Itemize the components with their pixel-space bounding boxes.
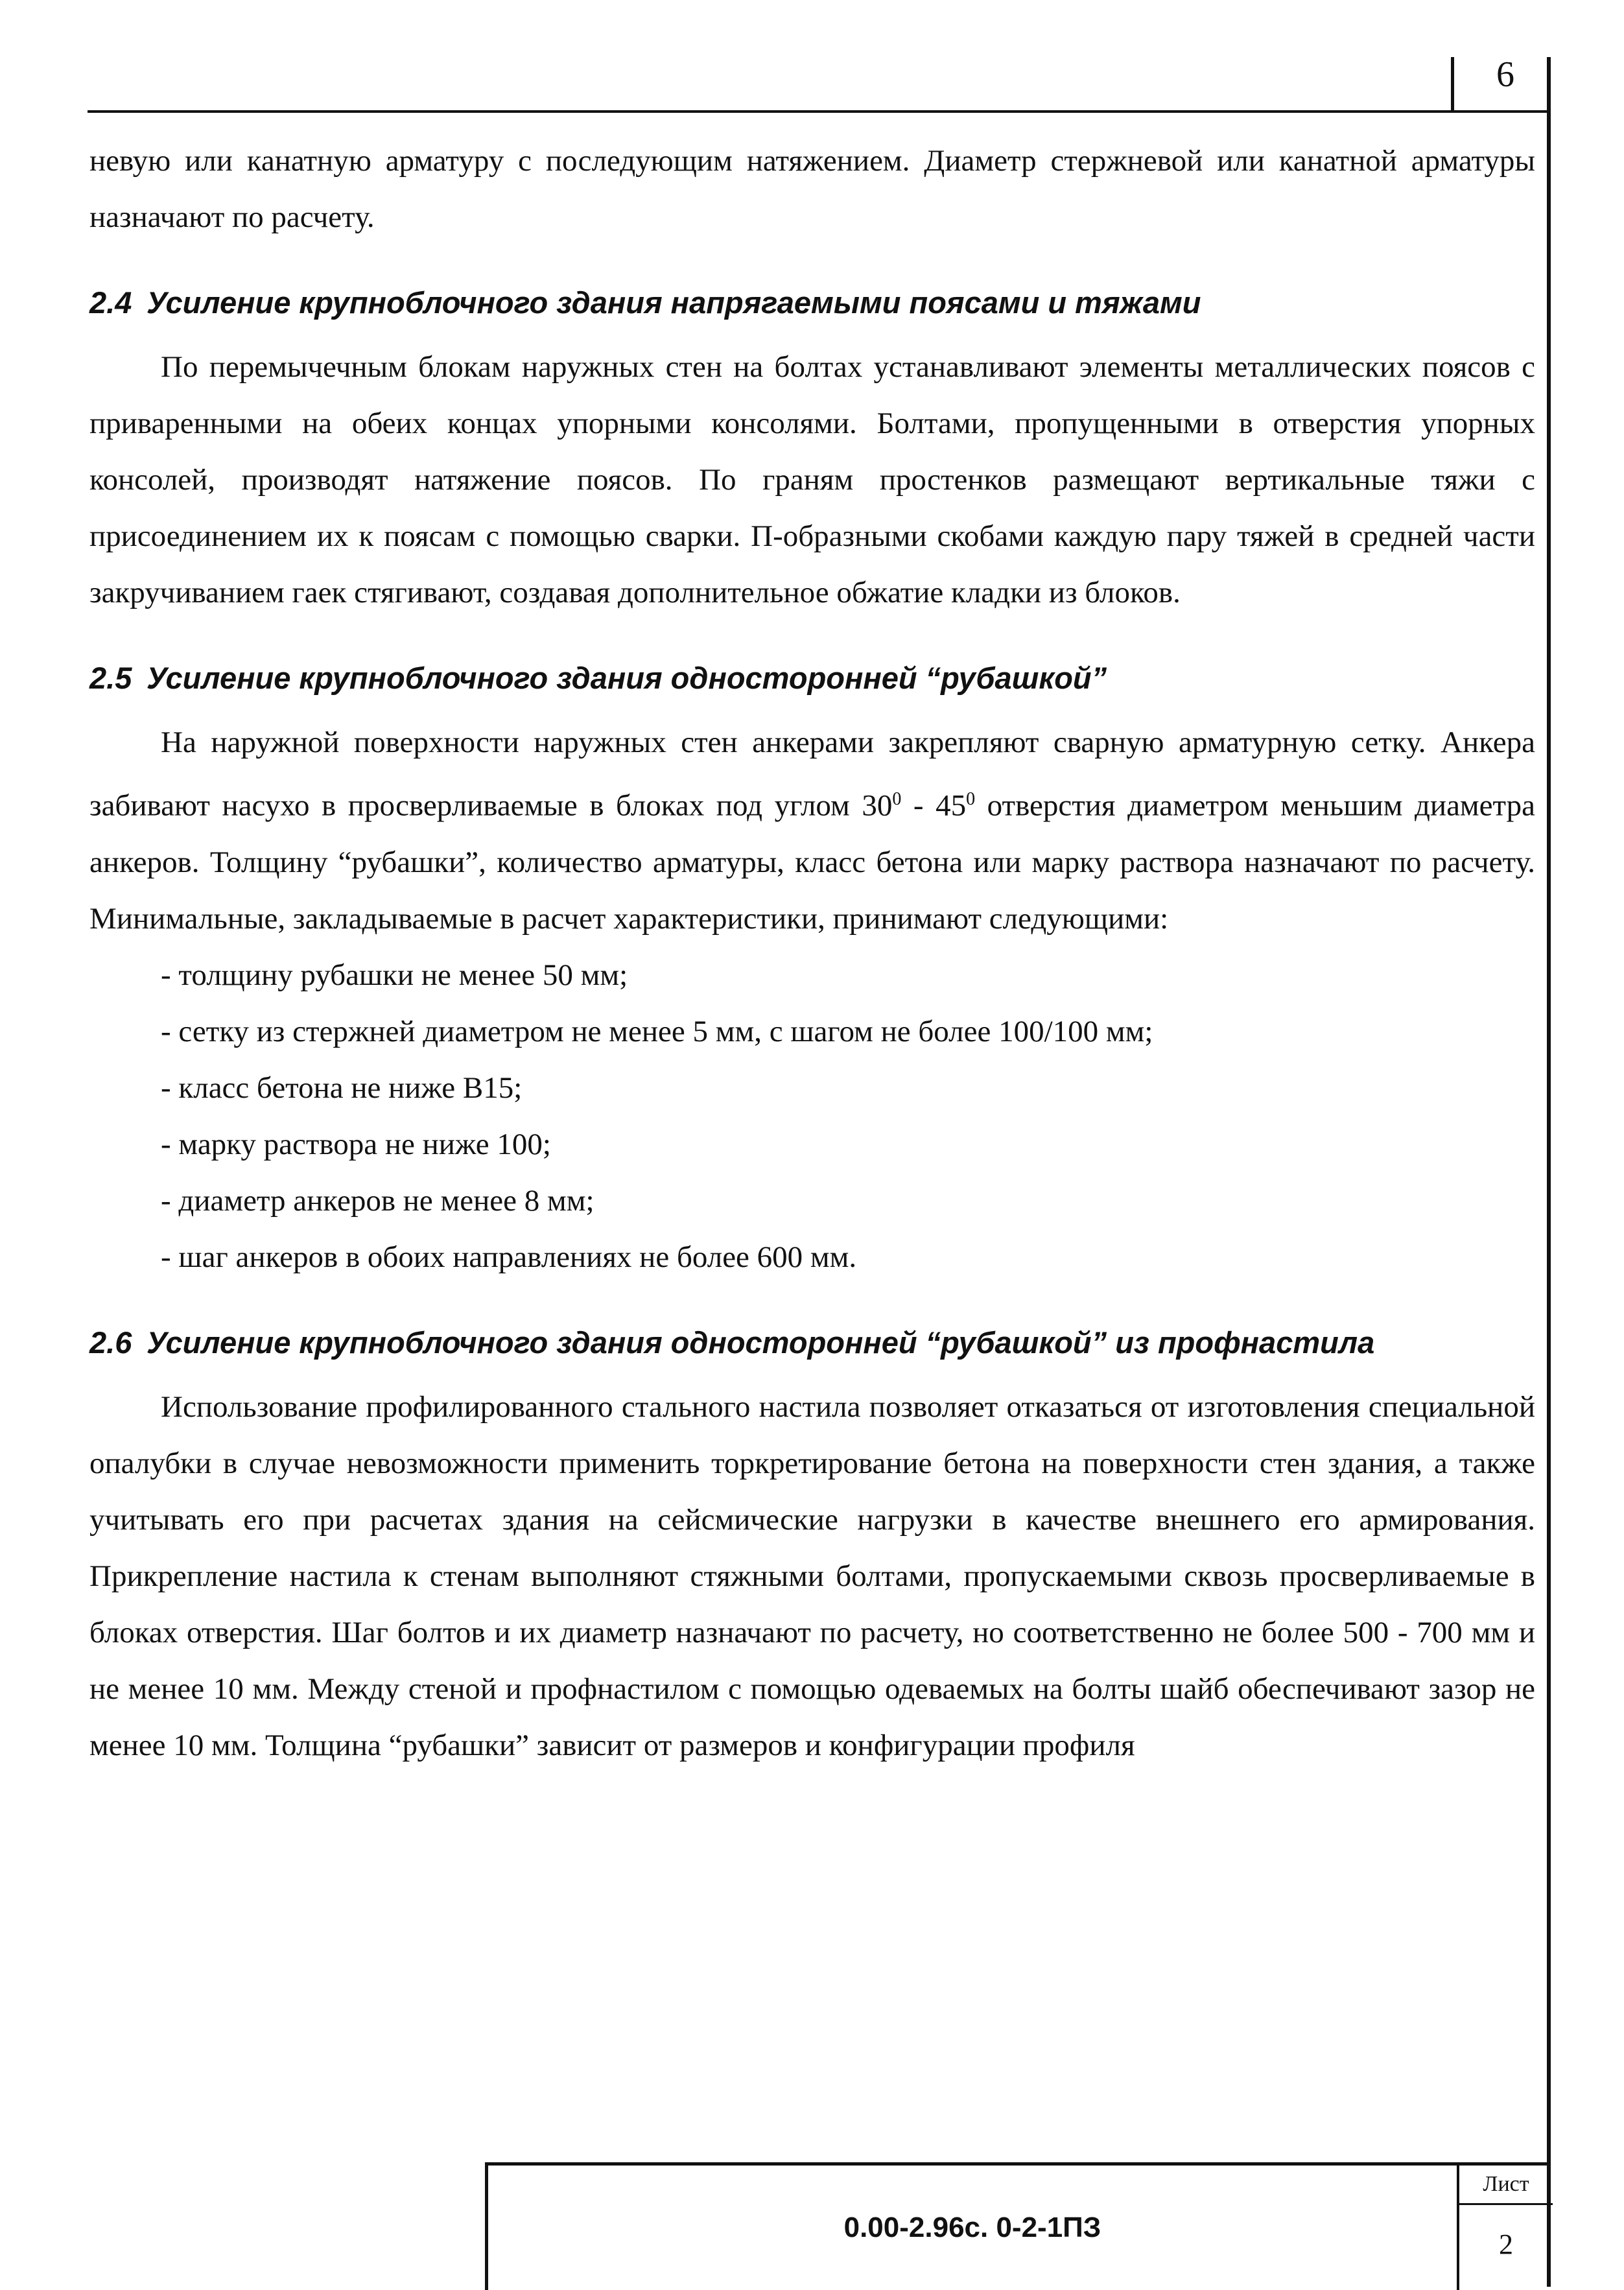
section-heading-2-4 [89,246,1535,339]
section-number: 2.6 [89,1325,132,1360]
list-item: - марку раствора не ниже 100; [161,1127,551,1161]
sheet-number: 2 [1499,2228,1513,2260]
degree-mark: 0 [892,789,902,809]
document-body [89,133,1535,1774]
section-number: 2.5 [89,661,132,695]
section-title: Усиление крупноблочного здания односторонней “рубашкой” [147,661,1107,695]
document-code: 0.00-2.96с. 0-2-1ПЗ [843,2212,1101,2243]
list-item: - диаметр анкеров не менее 8 мм; [161,1183,594,1218]
paragraph-text: На наружной поверхности наружных стен анкерами закрепляют сварную арматурную сетку. Анкера забивают насухо в просверливаемые в блоках под углом 30 [89,726,1535,823]
paragraph-text: - 45 [901,788,967,823]
frame-right-line [1547,57,1551,2287]
section-paragraph: По перемычечным блокам наружных стен на болтах устанавливают элементы металлических поясов с приваренными на обеих концах упорными консолями. Болтами, пропущенными в отверстия упорных консолей, производят натяжение поясов. По граням простенков размещают вертикальные тяжи с присоединением их к поясам с помощью сварки. П-образными скобами каждую пару тяжей в средней части закручиванием гаек стягивают, создавая дополнительное обжатие кладки из блоков. [89,350,1535,609]
sheet-label: Лист [1459,2166,1553,2205]
section-title: Усиление крупноблочного здания односторонней “рубашкой” из профнастила [147,1325,1375,1360]
title-block-stamp [485,2162,1550,2290]
list-item: - толщину рубашки не менее 50 мм; [161,958,628,992]
section-paragraph: Использование профилированного стального настила позволяет отказаться от изготовления специальной опалубки в случае невозможности применить торкретирование бетона на поверхности стен здания, а также учитывать его при расчетах здания на сейсмические нагрузки в качестве внешнего его армирования. Прикрепление настила к стенам выполняют стяжными болтами, пропускаемыми сквозь просверливаемые в блоках отверстия. Шаг болтов и их диаметр назначают по расчету, но соответственно не более 500 - 700 мм и не менее 10 мм. Между стеной и профнастилом с помощью одеваемых на болты шайб обеспечивают зазор не менее 10 мм. Толщина “рубашки” зависит от размеров и конфигурации профиля [89,1389,1535,1762]
section-title: Усиление крупноблочного здания напрягаемыми поясами и тяжами [147,285,1201,320]
list-item: - сетку из стержней диаметром не менее 5 мм, с шагом не более 100/100 мм; [161,1014,1153,1048]
requirements-list [89,947,1535,1286]
list-item: - шаг анкеров в обоих направлениях не более 600 мм. [161,1240,857,1274]
continued-paragraph: невую или канатную арматуру с последующим натяжением. Диаметр стержневой или канатной арматуры назначают по расчету. [89,144,1535,234]
section-number: 2.4 [89,285,132,320]
paragraph-text: отверстия диаметром меньшим диаметра анкеров. Толщину “рубашки”, количество арматуры, класс бетона или марку раствора назначают по расчету. Минимальные, закладываемые в расчет характеристики, принимают следующими: [89,788,1536,936]
frame-top-line [88,110,1550,113]
section-heading-2-6 [89,1286,1535,1379]
section-paragraph [89,714,1535,947]
page-number-separator [1451,57,1454,112]
degree-mark: 0 [966,789,976,809]
sheet-cell [1457,2166,1553,2290]
section-heading-2-5 [89,621,1535,714]
page-number: 6 [1496,54,1514,95]
list-item: - класс бетона не ниже В15; [161,1070,523,1105]
